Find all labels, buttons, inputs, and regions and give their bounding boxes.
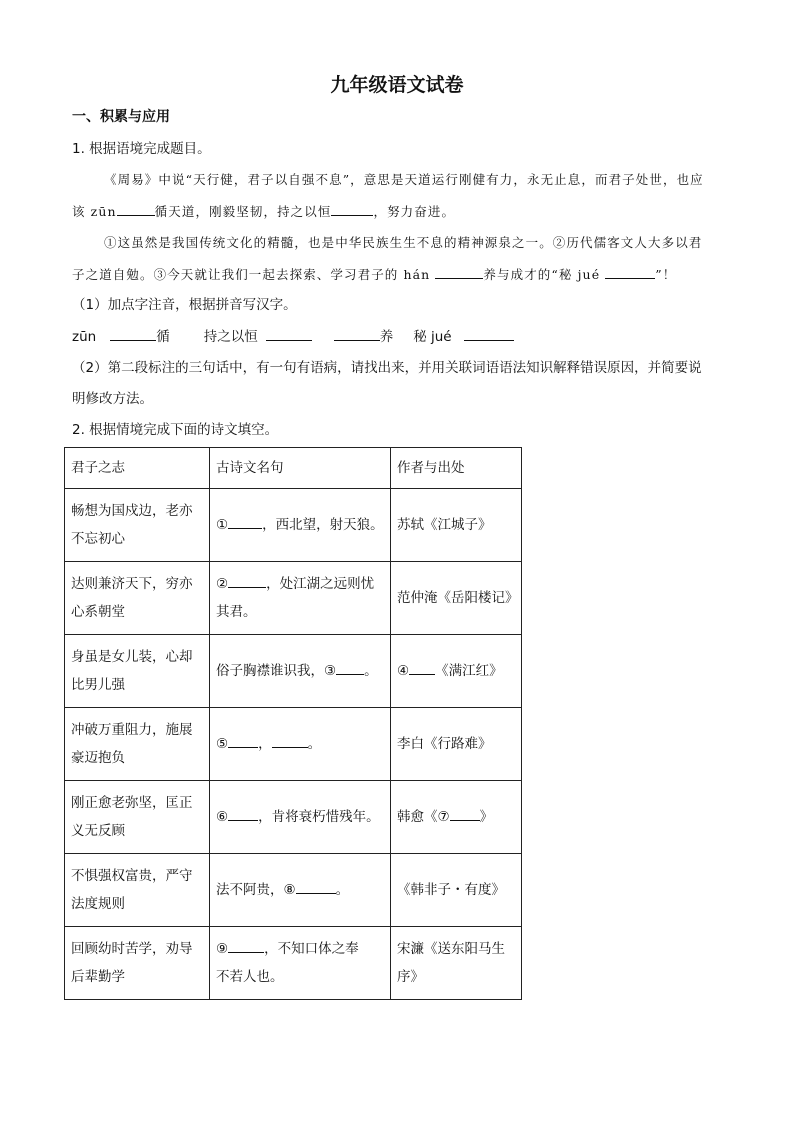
source-cell: 宋濂《送东阳马生 序》: [391, 927, 522, 1000]
answer-blank[interactable]: [296, 879, 336, 894]
question-1-stem: 1. 根据语境完成题目。: [72, 141, 211, 157]
answer-blank[interactable]: [228, 806, 258, 821]
verse-cell: ⑥ ，肯将衰朽惜残年。: [210, 781, 391, 854]
ambition-cell: 达则兼济天下，穷亦 心系朝堂: [65, 562, 210, 635]
ambition-cell: 不惧强权富贵，严守 法度规则: [65, 854, 210, 927]
blank-jue[interactable]: [605, 264, 655, 279]
answer-blank[interactable]: [272, 733, 308, 748]
answer-label: 养: [379, 329, 394, 345]
passage-text: 养与成才的“秘 jué: [483, 267, 601, 282]
table-row: [65, 489, 522, 562]
question-2-stem: 2. 根据情境完成下面的诗文填空。: [72, 422, 279, 438]
passage-text: ，努力奋进。: [373, 204, 456, 219]
source-cell: ④ 《满江红》: [391, 635, 522, 708]
answer-label: 持之以恒: [203, 329, 258, 345]
answer-blank[interactable]: [334, 326, 380, 341]
answer-blank[interactable]: [228, 733, 258, 748]
source-cell: 苏轼《江城子》: [391, 489, 522, 562]
table-row: [65, 562, 522, 635]
source-cell: 范仲淹《岳阳楼记》: [391, 562, 522, 635]
verse-cell: 俗子胸襟谁识我，③ 。: [210, 635, 391, 708]
table-row: [65, 781, 522, 854]
answer-blank[interactable]: [228, 573, 266, 588]
answer-line-1: [72, 326, 514, 347]
passage-text: 循天道，刚毅坚韧，持之以恒: [154, 204, 332, 219]
answer-blank[interactable]: [464, 326, 514, 341]
table-header: 君子之志: [65, 448, 210, 489]
verse-cell: ⑤ ， 。: [210, 708, 391, 781]
blank-han[interactable]: [435, 264, 483, 279]
verse-cell: ② ，处江湖之远则忧 其君。: [210, 562, 391, 635]
passage-text: ”！: [655, 267, 677, 282]
table-row: [65, 854, 522, 927]
answer-blank[interactable]: [336, 660, 364, 675]
answer-blank[interactable]: [228, 938, 264, 953]
answer-label: 循: [156, 329, 170, 345]
source-cell: 李白《行路难》: [391, 708, 522, 781]
table-header: 作者与出处: [391, 448, 522, 489]
poem-table: [64, 447, 522, 1000]
sub-question-2-line-1: （2）第二段标注的三句话中，有一句有语病，请找出来，并用关联词语语法知识解释错误原因，并简要说: [72, 360, 702, 376]
ambition-cell: 畅想为国戍边，老亦 不忘初心: [65, 489, 210, 562]
verse-cell: 法不阿贵，⑧ 。: [210, 854, 391, 927]
source-cell: 韩愈《⑦ 》: [391, 781, 522, 854]
table-row: [65, 708, 522, 781]
passage-text: 该 zūn: [72, 204, 117, 219]
source-cell: 《韩非子・有度》: [391, 854, 522, 927]
ambition-cell: 刚正愈老弥坚，匡正 义无反顾: [65, 781, 210, 854]
passage-2-line-2: [72, 264, 676, 285]
ambition-cell: 身虽是女儿装，心却 比男儿强: [65, 635, 210, 708]
section-heading: 一、积累与应用: [72, 109, 170, 125]
answer-blank[interactable]: [450, 806, 480, 821]
answer-label: 秘 jué: [413, 329, 452, 345]
answer-blank[interactable]: [110, 326, 156, 341]
blank-heng[interactable]: [331, 201, 373, 216]
table-header: 古诗文名句: [210, 448, 391, 489]
table-row: [65, 927, 522, 1000]
answer-blank[interactable]: [409, 660, 435, 675]
sub-question-1: （1）加点字注音，根据拼音写汉字。: [72, 297, 297, 313]
passage-1-line-2: [72, 201, 455, 222]
passage-text: 子之道自勉。③今天就让我们一起去探索、学习君子的 hán: [72, 267, 431, 282]
passage-2-line-1: ①这虽然是我国传统文化的精髓，也是中华民族生生不息的精神源泉之一。②历代儒客文人大多以君: [104, 235, 703, 250]
table-row: [65, 635, 522, 708]
ambition-cell: 冲破万重阻力，施展 豪迈抱负: [65, 708, 210, 781]
verse-cell: ⑨ ，不知口体之奉 不若人也。: [210, 927, 391, 1000]
passage-1-line-1: 《周易》中说“天行健，君子以自强不息”，意思是天道运行刚健有力，永无止息，而君子处世，也应: [104, 172, 704, 187]
ambition-cell: 回顾幼时苦学，劝导 后辈勤学: [65, 927, 210, 1000]
exam-title: 九年级语文试卷: [330, 74, 464, 96]
blank-zun[interactable]: [117, 201, 155, 216]
answer-label: zūn: [72, 329, 97, 345]
verse-cell: ① ，西北望，射天狼。: [210, 489, 391, 562]
answer-blank[interactable]: [228, 514, 262, 529]
sub-question-2-line-2: 明修改方法。: [72, 391, 153, 407]
table-header-row: [65, 448, 522, 489]
answer-blank[interactable]: [266, 326, 312, 341]
